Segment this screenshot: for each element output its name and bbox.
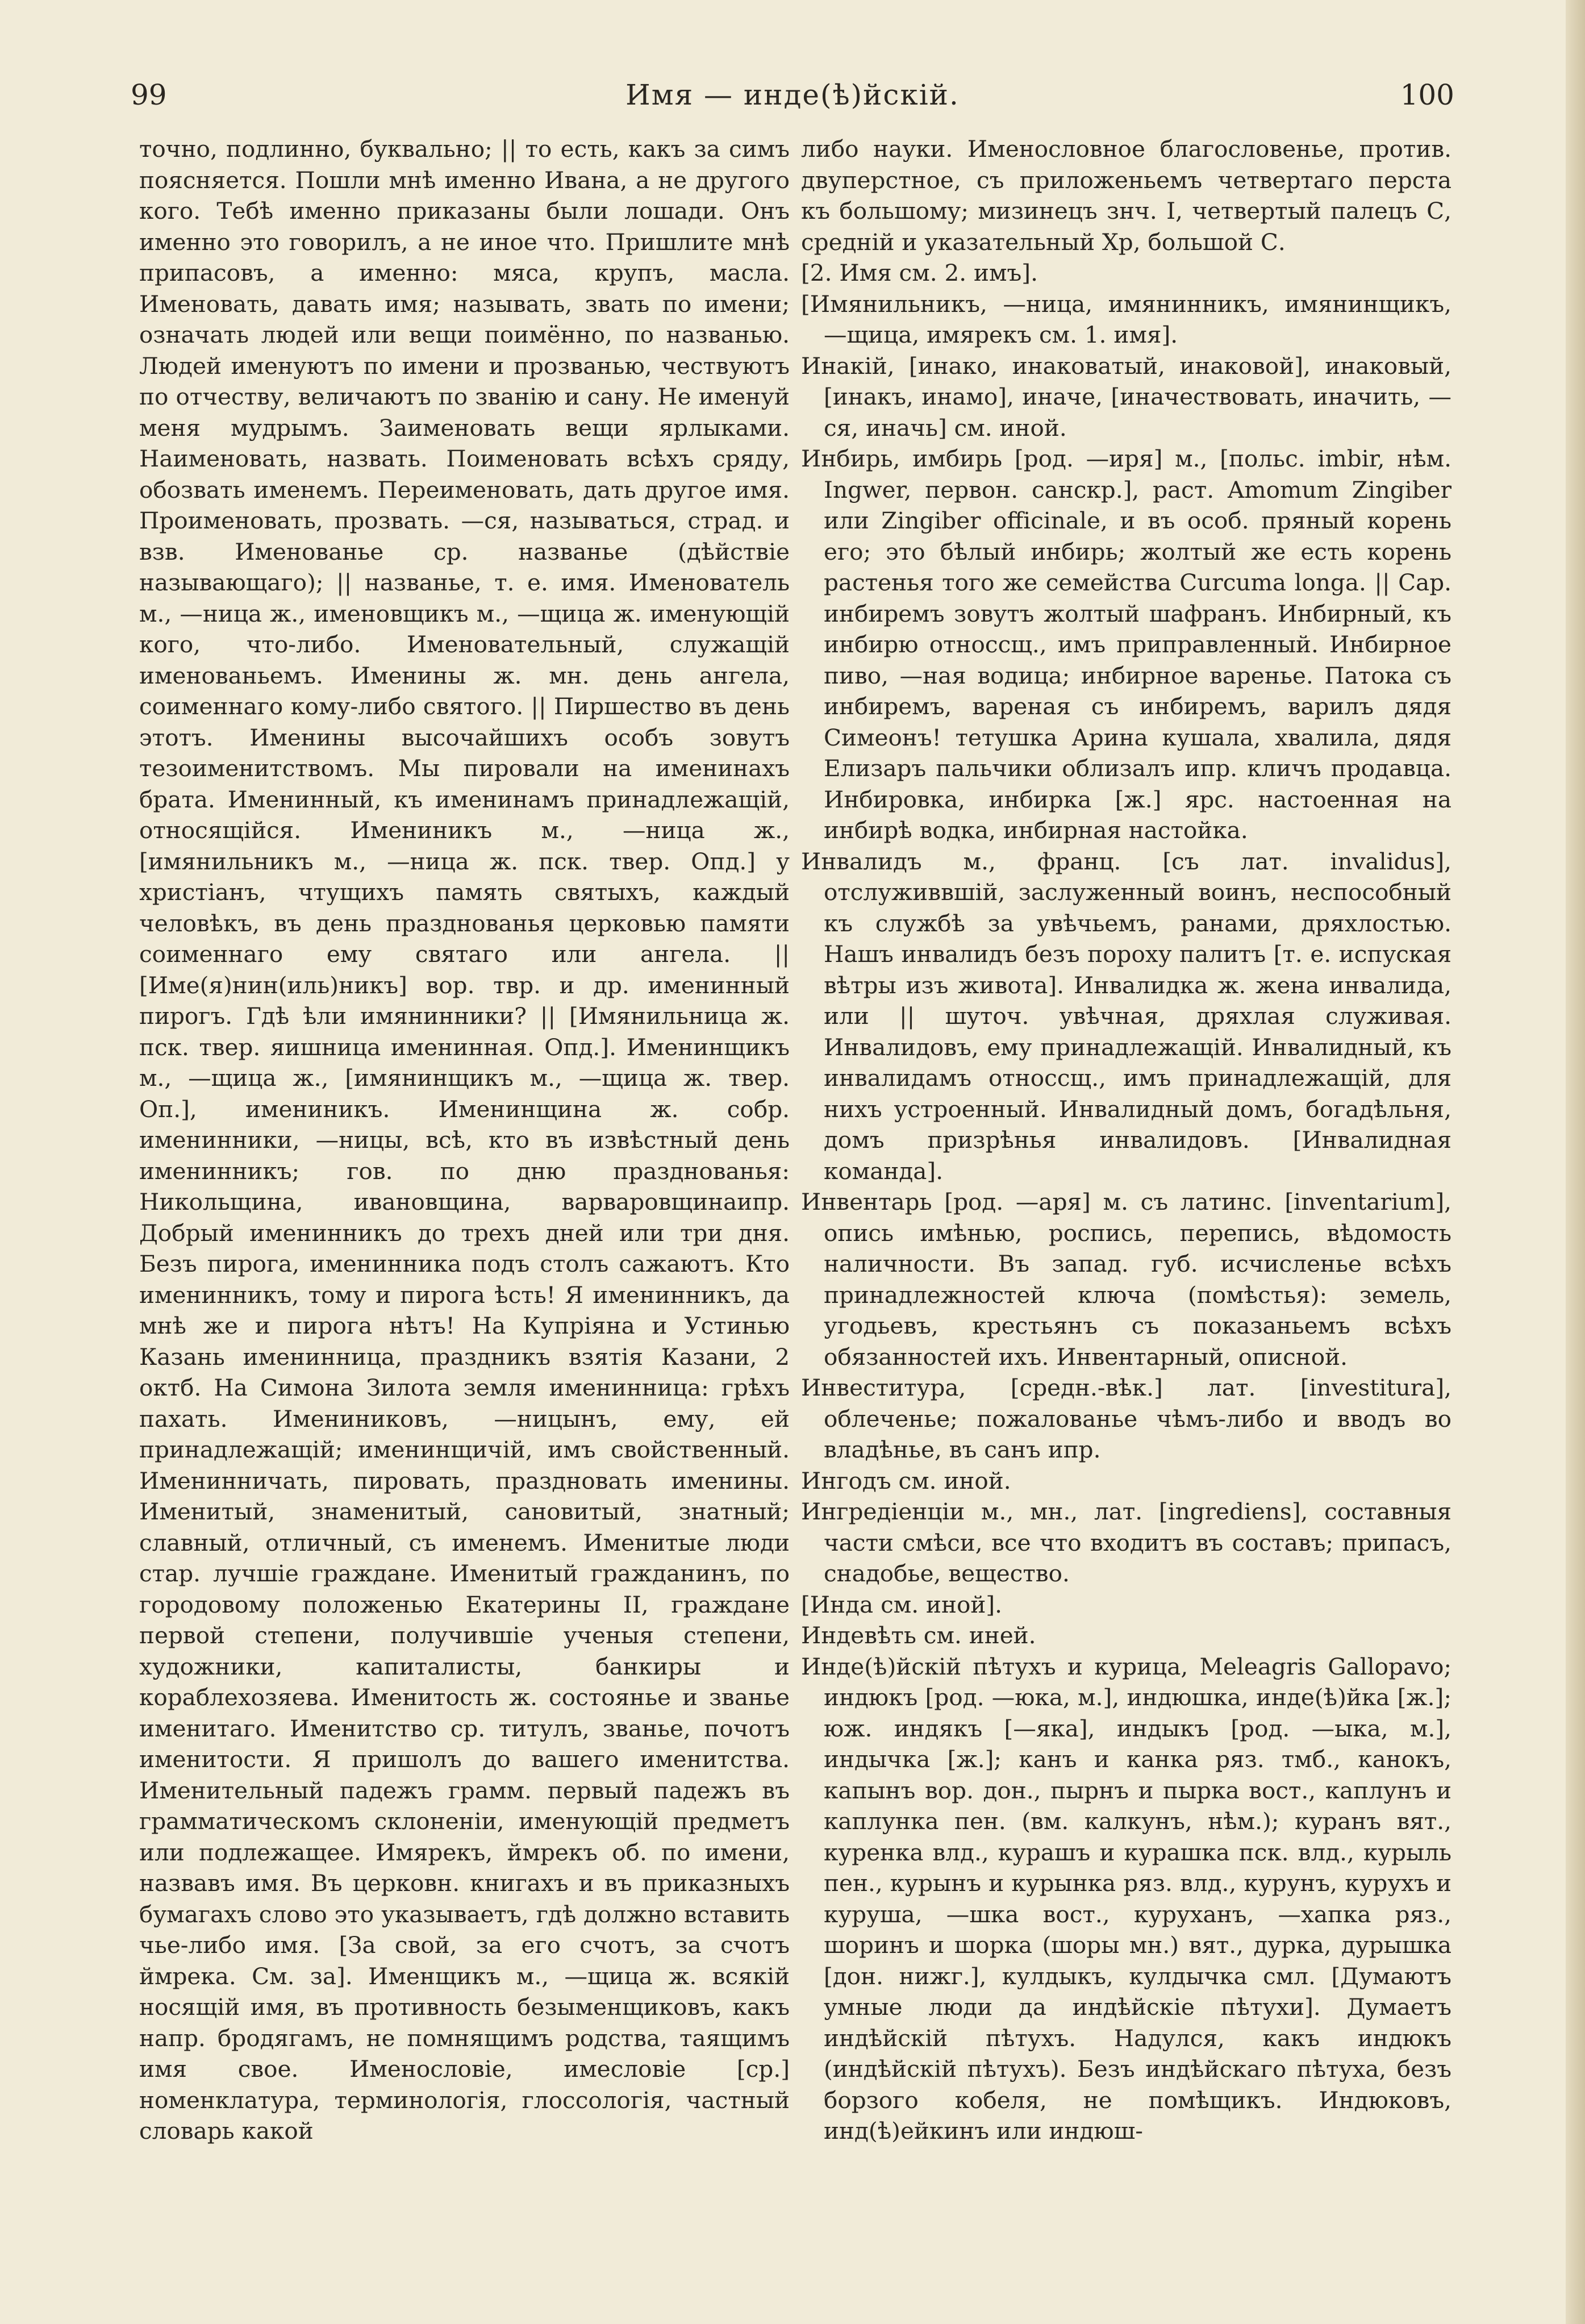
left-column (139, 134, 790, 2298)
running-header (131, 73, 1454, 124)
entry-inventar: Инвентарь [род. —аря] м. съ латинс. [inventarium], опись имѣнью, роспись, перепись, вѣдомость наличности. Въ запад. губ. исчисленье всѣхъ принадлежностей ключа (помѣстья): земель, угодьевъ, крестьянъ съ показаньемъ всѣхъ обязанностей ихъ. Инвентарный, описной. (801, 1188, 1451, 1371)
page-number-left: 99 (131, 78, 167, 111)
book-spine-edge (1566, 0, 1585, 2324)
left-column-text: точно, подлинно, буквально; || то есть, какъ за симъ поясняется. Пошли мнѣ именно Ивана, а не другого кого. Тебѣ именно приказаны были лошади. Онъ именно это говорилъ, а не иное что. Пришлите мнѣ припасовъ, а именно: мяса, крупъ, масла. Именовать, давать имя; называть, звать по имени; означать людей или вещи поимённо, по названью. Людей именуютъ по имени и прозванью, чествуютъ по отчеству, величаютъ по званію и сану. Не именуй меня мудрымъ. Заименовать вещи ярлыками. Наименовать, назвать. Поименовать всѣхъ сряду, обозвать именемъ. Переименовать, дать другое имя. Проименовать, прозвать. —ся, называться, страд. и взв. Именованье ср. названье (дѣйствіе называющаго); || названье, т. е. имя. Именователь м., —ница ж., именовщикъ м., —щица ж. именующій кого, что-либо. Именовательный, служащій именованьемъ. Именины ж. мн. день ангела, соименнаго кому-либо святого. || Пиршество въ день этотъ. Именины высочайшихъ особъ зовутъ тезоименитствомъ. Мы пировали на именинахъ брата. Именинный, къ именинамъ принадлежащій, относящійся. Имениникъ м., —ница ж., [имянильникъ м., —ница ж. пск. твер. Опд.] у христіанъ, чтущихъ память святыхъ, каждый человѣкъ, въ день празднованья церковью памяти соименнаго ему святаго или ангела. || [Име(я)нин(иль)никъ] вор. твр. и др. именинный пирогъ. Гдѣ ѣли имянинники? || [Имянильница ж. пск. твер. яишница именинная. Опд.]. Именинщикъ м., —щица ж., [имянинщикъ м., —щица ж. твер. Оп.], имениникъ. Именинщина ж. собр. именинники, —ницы, всѣ, кто въ извѣстный день именинникъ; гов. по дню празднованья: Никольщина, ивановщина, варваровщинаипр. Добрый именинникъ до трехъ дней или три дня. Безъ пирога, именинника подъ столъ сажаютъ. Кто именинникъ, тому и пирога ѣсть! Я именинникъ, да мнѣ же и пирога нѣтъ! На Купріяна и Устинью Казань именинница, праздникъ взятія Казани, 2 октб. На Симона Зилота земля именинница: грѣхъ пахать. Имениниковъ, —ницынъ, ему, ей принадлежащій; именинщичій, имъ свойственный. Именинничать, пировать, праздновать именины. Именитый, знаменитый, сановитый, знатный; славный, отличный, съ именемъ. Именитые люди стар. лучшіе граждане. Именитый гражданинъ, по городовому положенью Екатерины II, граждане первой степени, получившіе ученыя степени, художники, капиталисты, банкиры и кораблехозяева. Именитость ж. состоянье и званье именитаго. Именитство ср. титулъ, званье, почотъ именитости. Я пришолъ до вашего именитства. Именительный падежъ грамм. первый падежъ въ грамматическомъ склоненіи, именующій предметъ или подлежащее. Имярекъ, ймрекъ об. по имени, назвавъ имя. Въ церковн. книгахъ и въ приказныхъ бумагахъ слово это указываетъ, гдѣ должно вставить чье-либо имя. [За свой, за его счотъ, за счотъ ймрека. См. за]. Именщикъ м., —щица ж. всякій носящій имя, въ противность безыменщиковъ, какъ напр. бродягамъ, не помнящимъ родства, таящимъ имя свое. Именословіе, имесловіе [ср.] номенклатура, терминологія, глоссологія, частный словарь какой (139, 135, 790, 2144)
entry-inda: [Инда см. иной]. (801, 1590, 1003, 1618)
page-number-right: 100 (1400, 78, 1454, 111)
entry-indevet: Индевѣть см. иней. (801, 1622, 1036, 1649)
entry-ingredientsii: Ингредіенціи м., мн., лат. [ingrediens], составныя части смѣси, все что входитъ въ составъ; припасъ, снадобье, вещество. (801, 1498, 1451, 1587)
entry-inakiy: Инакій, [инако, инаковатый, инаковой], инаковый, [инакъ, инамо], иначе, [иначествовать, иначить, —ся, иначь] см. иной. (801, 352, 1451, 442)
right-column (801, 134, 1451, 2298)
entry-inbir: Инбирь, имбирь [род. —иря] м., [польс. imbir, нѣм. Ingwer, первон. санскр.], раст. Amomum Zingiber или Zingiber officinale, и въ особ. пряный корень его; это бѣлый инбирь; жолтый же есть корень растенья того же семейства Curcuma longa. || Сар. инбиремъ зовутъ жолтый шафранъ. Инбирный, къ инбирю относсщ., имъ приправленный. Инбирное пиво, —ная водица; инбирное варенье. Патока съ инбиремъ, вареная съ инбиремъ, варилъ дядя Симеонъ! тетушка Арина кушала, хвалила, дядя Елизаръ пальчики облизалъ ипр. кличъ продавца. Инбировка, инбирка [ж.] ярс. настоенная на инбирѣ водка, инбирная настойка. (801, 445, 1451, 844)
entry-invalid: Инвалидъ м., франц. [съ лат. invalidus], отслуживвшій, заслуженный воинъ, неспособный къ службѣ за увѣчьемъ, ранами, дряхлостью. Нашъ инвалидъ безъ пороху палитъ [т. е. испуская вѣтры изъ живота]. Инвалидка ж. жена инвалида, или || шуточ. увѣчная, дряхлая служивая. Инвалидовъ, ему принадлежащій. Инвалидный, къ инвалидамъ относсщ., имъ принадлежащій, для нихъ устроенный. Инвалидный домъ, богадѣльня, домъ призрѣнья инвалидовъ. [Инвалидная команда]. (801, 847, 1451, 1185)
entry-ingod: Ингодъ см. иной. (801, 1467, 1011, 1494)
entry-imya-2: [2. Имя см. 2. имъ]. (801, 259, 1038, 286)
entry-investitura: Инвеститура, [средн.-вѣк.] лат. [investitura], облеченье; пожалованье чѣмъ-либо и вводъ во владѣнье, въ санъ ипр. (801, 1374, 1451, 1463)
entry-indeyskiy: Инде(ѣ)йскій пѣтухъ и курица, Meleagris Gallopavo; индюкъ [род. —юка, м.], индюшка, инде(ѣ)йка [ж.]; юж. индякъ [—яка], индыкъ [род. —ыка, м.], индычка [ж.]; канъ и канка ряз. тмб., канокъ, капынъ вор. дон., пырнъ и пырка вост., каплунъ и каплунка пен. (вм. калкунъ, нѣм.); куранъ вят., куренка влд., курашъ и курашка пск. влд., курыль пен., курынъ и курынка ряз. влд., курунъ, куруxъ и куруша, —шка вост., куруханъ, —хапка ряз., шоринъ и шорка (шоры мн.) вят., дурка, дурышка [дон. нижг.], кулдыкъ, кулдычка смл. [Думаютъ умные люди да индѣйскіе пѣтухи]. Думаетъ индѣйскій пѣтухъ. Надулся, какъ индюкъ (индѣйскій пѣтухъ). Безъ индѣйскаго пѣтуха, безъ борзого кобеля, не помѣщикъ. Индюковъ, инд(ѣ)ейкинъ или индюш- (801, 1652, 1451, 2144)
entry-continuation: либо науки. Именословное благословенье, против. двуперстное, съ приложеньемъ четвертаго перста къ большому; мизинецъ знч. І, четвертый палецъ С, средній и указательный Хр, большой С. (801, 135, 1451, 256)
entry-imyanilnik: [Имянильникъ, —ница, имянинникъ, имянинщикъ, —щица, имярекъ см. 1. имя]. (801, 290, 1451, 348)
running-title: Имя — инде(ѣ)йскій. (625, 78, 960, 111)
